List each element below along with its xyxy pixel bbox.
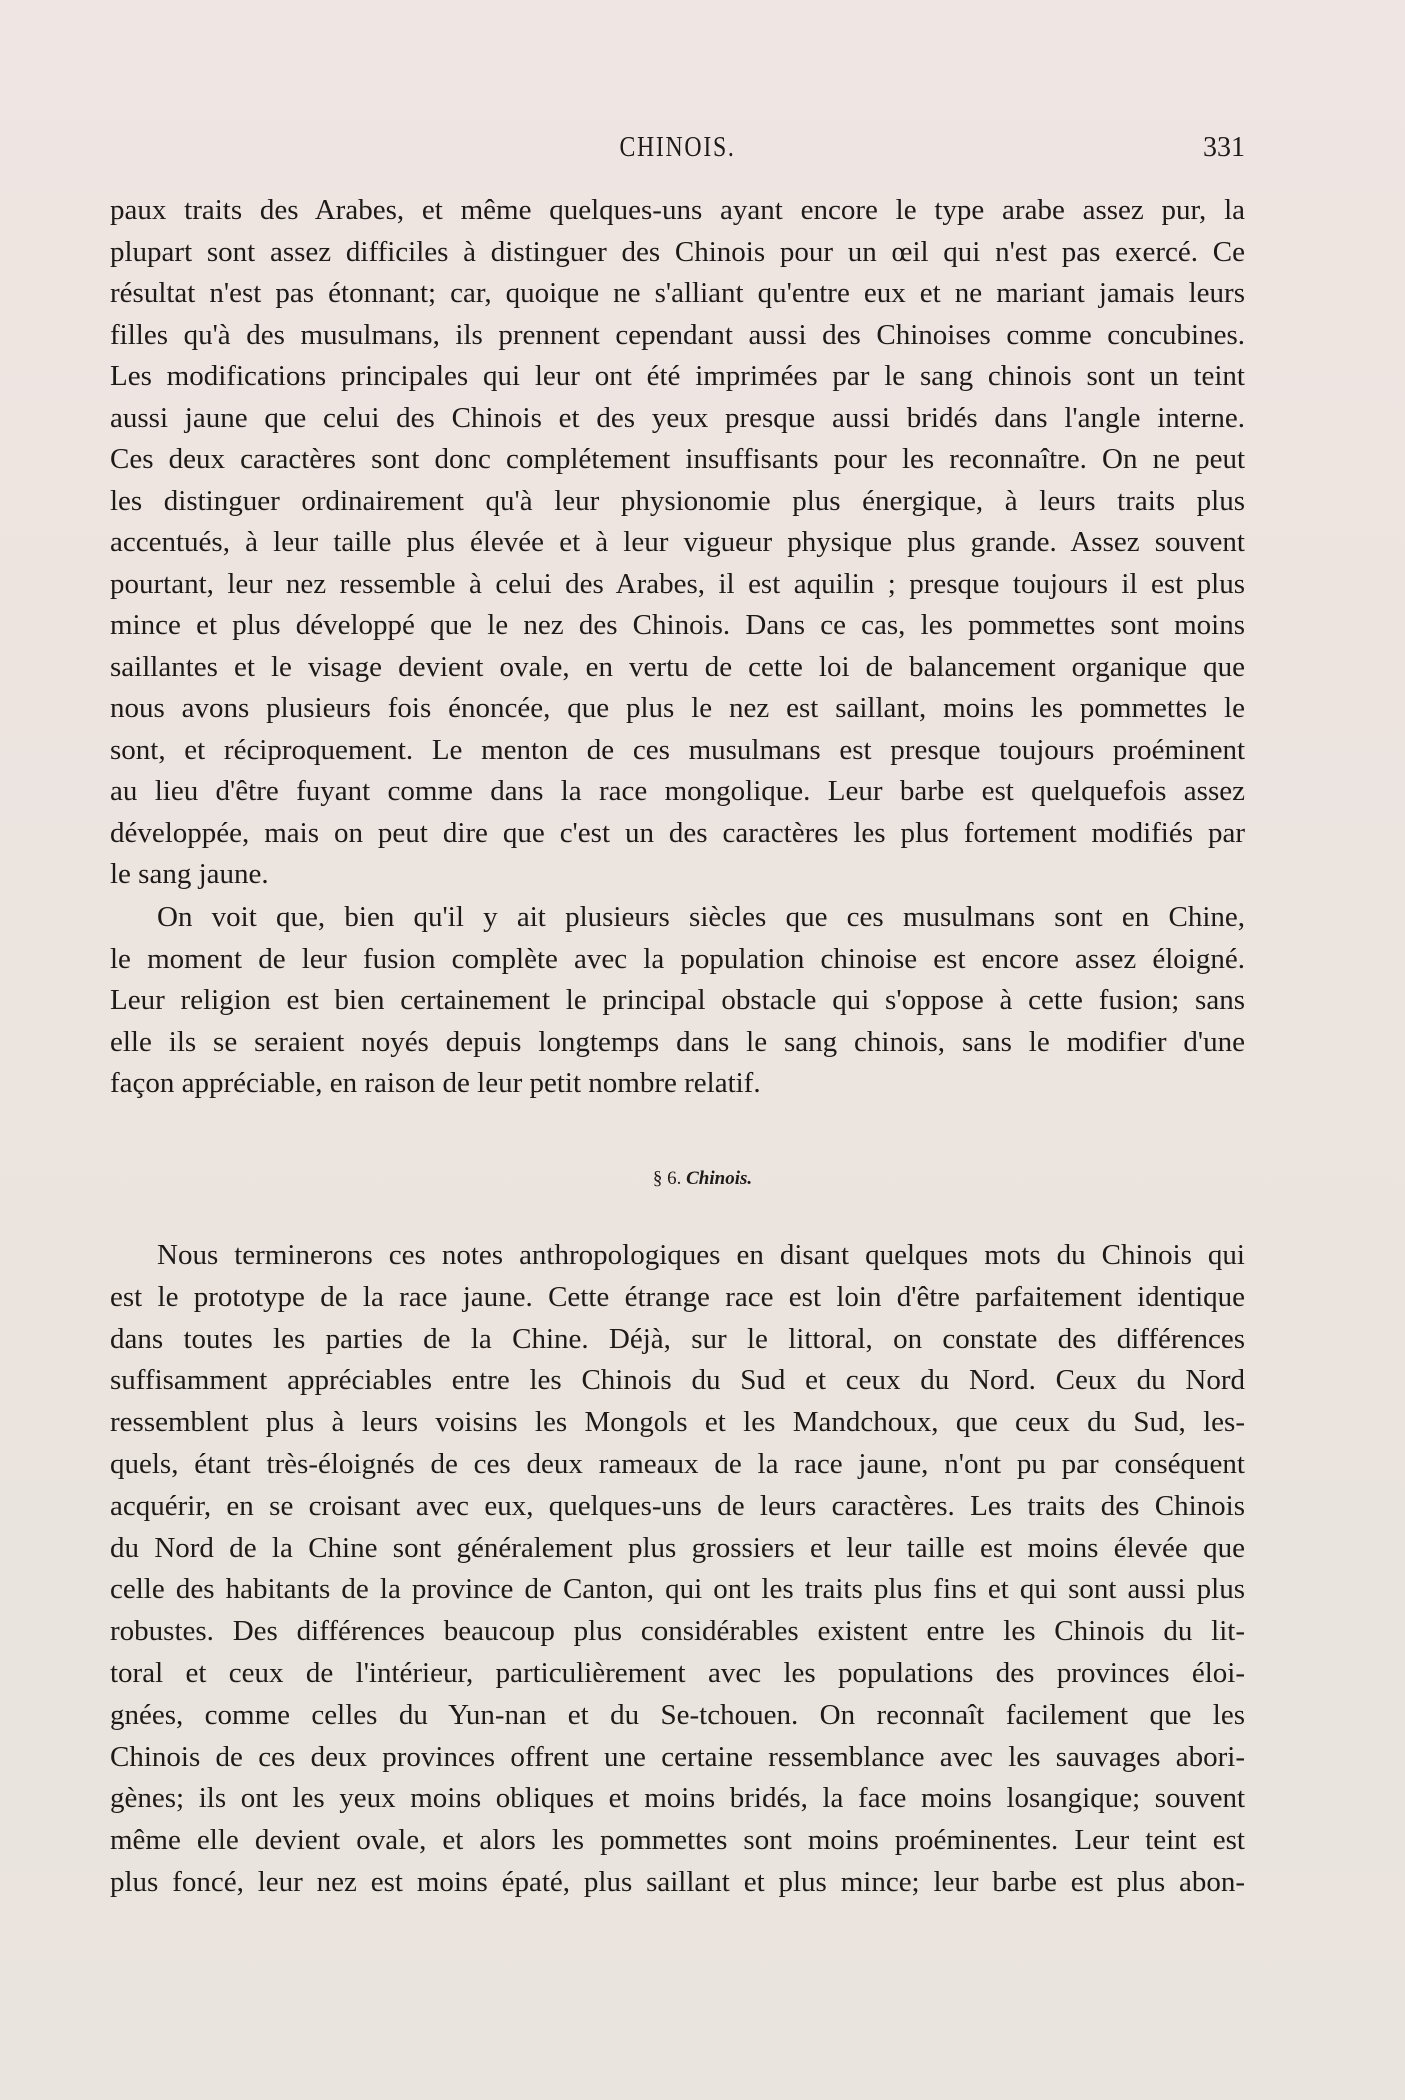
text-line: développée, mais on peut dire que c'est un des caractères les plus fortement modifiés par: [110, 816, 1245, 849]
text-line: résultat n'est pas étonnant; car, quoique ne s'alliant qu'entre eux et ne mariant jamais leurs: [110, 277, 1245, 309]
text-line: elle ils se seraient noyés depuis longtemps dans le sang chinois, sans le modifier d'une: [110, 1025, 1245, 1058]
text-line: le sang jaune.: [110, 858, 269, 890]
text-line: gènes; ils ont les yeux moins obliques et moins bridés, la face moins losangique; souvent: [110, 1782, 1245, 1815]
section-title: Chinois.: [686, 1168, 753, 1189]
text-line: plus foncé, leur nez est moins épaté, plus saillant et plus mince; leur barbe est plus abon-: [110, 1865, 1245, 1898]
text-line: au lieu d'être fuyant comme dans la race mongolique. Leur barbe est quelquefois assez: [110, 775, 1245, 807]
text-line: sont, et réciproquement. Le menton de ces musulmans est presque toujours proéminent: [110, 733, 1245, 766]
section-number: § 6.: [652, 1168, 682, 1189]
page-header: [110, 132, 1245, 172]
text-line: toral et ceux de l'intérieur, particulièrement avec les populations des provinces éloi-: [110, 1656, 1245, 1689]
text-line: Ces deux caractères sont donc complétement insuffisants pour les reconnaître. On ne peut: [110, 443, 1245, 475]
paragraph: [110, 190, 1245, 896]
text-line: acquérir, en se croisant avec eux, quelques-uns de leurs caractères. Les traits des Chinois: [110, 1489, 1245, 1522]
text-line: robustes. Des différences beaucoup plus considérables existent entre les Chinois du lit-: [110, 1615, 1245, 1648]
text-line: ressemblent plus à leurs voisins les Mongols et les Mandchoux, que ceux du Sud, les-: [110, 1406, 1245, 1439]
text-line: même elle devient ovale, et alors les pommettes sont moins proéminentes. Leur teint est: [110, 1824, 1245, 1857]
text-line: aussi jaune que celui des Chinois et des yeux presque aussi bridés dans l'angle interne.: [110, 401, 1245, 434]
running-title: CHINOIS.: [619, 132, 736, 163]
text-line: filles qu'à des musulmans, ils prennent cependant aussi des Chinoises comme concubines.: [110, 318, 1245, 351]
paragraph: [110, 897, 1245, 1105]
text-line: quels, étant très-éloignés de ces deux rameaux de la race jaune, n'ont pu par conséquent: [110, 1447, 1245, 1480]
text-line: mince et plus développé que le nez des Chinois. Dans ce cas, les pommettes sont moins: [110, 609, 1245, 641]
text-line: dans toutes les parties de la Chine. Déjà, sur le littoral, on constate des différences: [110, 1322, 1245, 1355]
text-line: suffisamment appréciables entre les Chinois du Sud et ceux du Nord. Ceux du Nord: [110, 1364, 1245, 1397]
text-line: façon appréciable, en raison de leur petit nombre relatif.: [110, 1067, 761, 1099]
text-line: le moment de leur fusion complète avec la population chinoise est encore assez éloigné.: [110, 942, 1245, 975]
text-line: Leur religion est bien certainement le principal obstacle qui s'oppose à cette fusion; sans: [110, 984, 1245, 1016]
text-line: celle des habitants de la province de Canton, qui ont les traits plus fins et qui sont aussi plus: [110, 1573, 1245, 1606]
text-line: Les modifications principales qui leur ont été imprimées par le sang chinois sont un teint: [110, 360, 1245, 392]
paragraph: [110, 1235, 1245, 1904]
text-line: saillantes et le visage devient ovale, en vertu de cette loi de balancement organique que: [110, 650, 1245, 683]
text-line: Chinois de ces deux provinces offrent une certaine ressemblance avec les sauvages abori-: [110, 1740, 1245, 1773]
text-line: est le prototype de la race jaune. Cette étrange race est loin d'être parfaitement identique: [110, 1280, 1245, 1313]
text-line: pourtant, leur nez ressemble à celui des Arabes, il est aquilin ; presque toujours il est plus: [110, 567, 1245, 600]
text-line: On voit que, bien qu'il y ait plusieurs siècles que ces musulmans sont en Chine,: [157, 901, 1245, 933]
text-line: Nous terminerons ces notes anthropologiques en disant quelques mots du Chinois qui: [157, 1239, 1245, 1271]
text-line: plupart sont assez difficiles à distinguer des Chinois pour un œil qui n'est pas exercé. Ce: [110, 235, 1245, 268]
page-number: 331: [1203, 132, 1245, 163]
text-line: du Nord de la Chine sont généralement plus grossiers et leur taille est moins élevée que: [110, 1531, 1245, 1564]
text-line: gnées, comme celles du Yun-nan et du Se-tchouen. On reconnaît facilement que les: [110, 1698, 1245, 1731]
text-line: nous avons plusieurs fois énoncée, que plus le nez est saillant, moins les pommettes le: [110, 692, 1245, 724]
text-line: paux traits des Arabes, et même quelques-uns ayant encore le type arabe assez pur, la: [110, 194, 1245, 226]
section-heading: [0, 1168, 1405, 1190]
text-line: accentués, à leur taille plus élevée et à leur vigueur physique plus grande. Assez souvent: [110, 526, 1245, 558]
text-line: les distinguer ordinairement qu'à leur physionomie plus énergique, à leurs traits plus: [110, 484, 1245, 517]
